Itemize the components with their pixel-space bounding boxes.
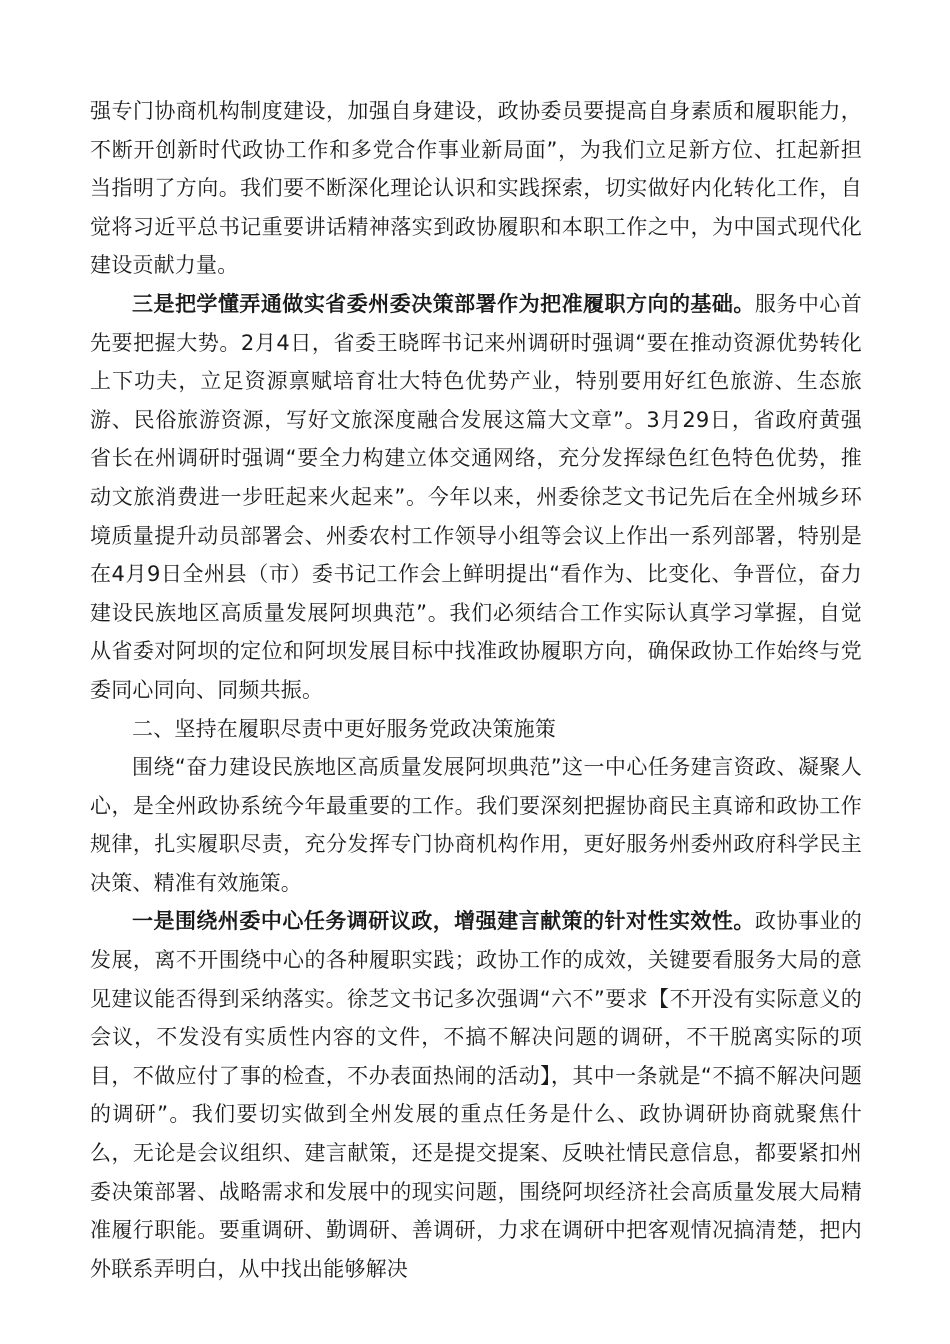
paragraph-continuation: 强专门协商机构制度建设，加强自身建设，政协委员要提高自身素质和履职能力，不断开创新时代政协工作和多党合作事业新局面”，为我们立足新方位、扛起新担当指明了方向。我们要不断深化理论认识和实践探索，切实做好内化转化工作，自觉将习近平总书记重要讲话精神落实到政协履职和本职工作之中，为中国式现代化建设贡献力量。 <box>90 99 862 278</box>
paragraph-body: 政协事业的发展，离不开围绕中心的各种履职实践；政协工作的成效，关键要看服务大局的意见建议能否得到采纳落实。徐芝文书记多次强调“六不”要求【不开没有实际意义的会议，不发没有实质性内容的文件，不搞不解决问题的调研，不干脱离实际的项目，不做应付了事的检查，不办表面热闹的活动】，其中一条就是“不搞不解决问题的调研”。我们要切实做到全州发展的重点任务是什么、政协调研协商就聚焦什么，无论是会议组织、建言献策，还是提交提案、反映社情民意信息，都要紧扣州委决策部署、战略需求和发展中的现实问题，围绕阿坝经济社会高质量发展大局精准履行职能。要重调研、勤调研、善调研，力求在调研中把客观情况搞清楚，把内外联系弄明白，从中找出能够解决 <box>90 909 862 1281</box>
paragraph-section-one <box>90 902 862 1288</box>
paragraph-body: 服务中心首先要把握大势。2月4日，省委王晓晖书记来州调研时强调“要在推动资源优势转化上下功夫，立足资源禀赋培育壮大特色优势产业，特别要用好红色旅游、生态旅游、民俗旅游资源，写好文旅深度融合发展这篇大文章”。3月29日，省政府黄强省长在州调研时强调“要全力构建立体交通网络，充分发挥绿色红色特色优势，推动文旅消费进一步旺起来火起来”。今年以来，州委徐芝文书记先后在全州城乡环境质量提升动员部署会、州委农村工作领导小组等会议上作出一系列部署，特别是在4月9日全州县（市）委书记工作会上鲜明提出“看作为、比变化、争晋位，奋力建设民族地区高质量发展阿坝典范”。我们必须结合工作实际认真学习掌握，自觉从省委对阿坝的定位和阿坝发展目标中找准政协履职方向，确保政协工作始终与党委同心同向、同频共振。 <box>90 291 862 702</box>
paragraph-intro: 围绕“奋力建设民族地区高质量发展阿坝典范”这一中心任务建言资政、凝聚人心，是全州政协系统今年最重要的工作。我们要深刻把握协商民主真谛和政协工作规律，扎实履职尽责，充分发挥专门协商机构作用，更好服务州委州政府科学民主决策、精准有效施策。 <box>90 755 862 895</box>
paragraph-lead-bold: 一是围绕州委中心任务调研议政，增强建言献策的针对性实效性。 <box>132 909 755 934</box>
section-heading: 二、坚持在履职尽责中更好服务党政决策施策 <box>132 716 556 741</box>
paragraph-lead-bold: 三是把学懂弄通做实省委州委决策部署作为把准履职方向的基础。 <box>132 291 755 316</box>
document-page <box>90 92 862 1288</box>
paragraph-section-three <box>90 285 862 710</box>
